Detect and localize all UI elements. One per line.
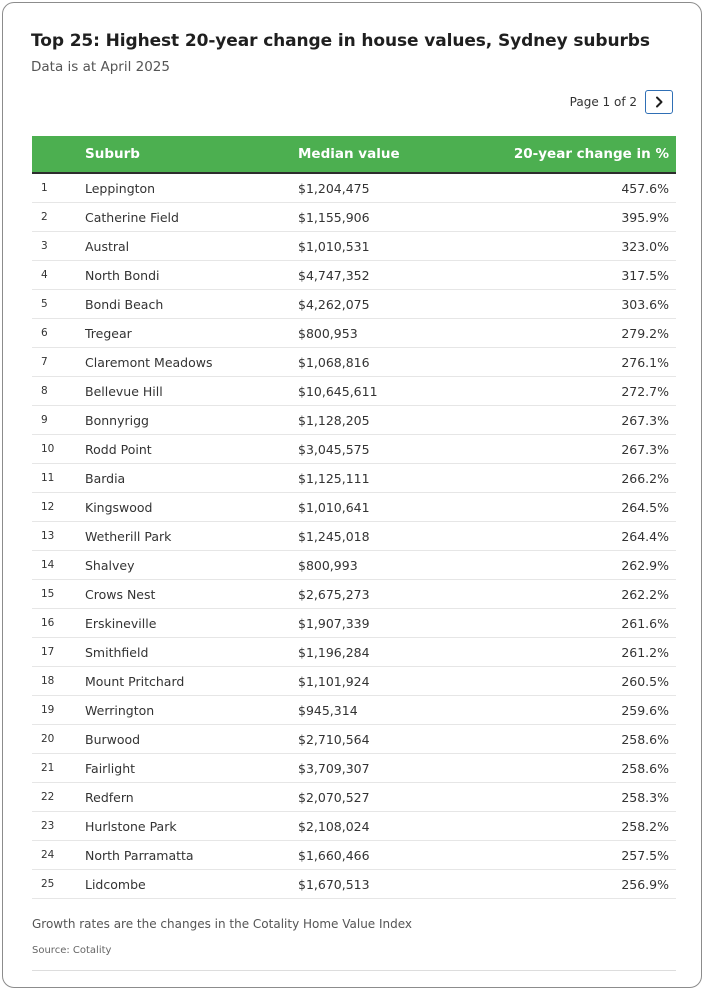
change-cell: 264.5%: [498, 493, 676, 522]
change-cell: 457.6%: [498, 173, 676, 203]
table-body: [32, 173, 676, 899]
suburb-cell: Mount Pritchard: [84, 667, 298, 696]
rank-cell: 2: [32, 203, 84, 232]
change-cell: 317.5%: [498, 261, 676, 290]
change-cell: 261.2%: [498, 638, 676, 667]
median-value-cell: $1,068,816: [298, 348, 498, 377]
table-row: [32, 319, 676, 348]
suburb-cell: Fairlight: [84, 754, 298, 783]
change-cell: 258.2%: [498, 812, 676, 841]
suburb-cell: Claremont Meadows: [84, 348, 298, 377]
suburb-cell: Tregear: [84, 319, 298, 348]
rank-cell: 6: [32, 319, 84, 348]
median-value-cell: $1,196,284: [298, 638, 498, 667]
median-value-cell: $10,645,611: [298, 377, 498, 406]
table-row: [32, 551, 676, 580]
change-cell: 267.3%: [498, 406, 676, 435]
table-row: [32, 638, 676, 667]
rank-cell: 23: [32, 812, 84, 841]
median-value-cell: $2,675,273: [298, 580, 498, 609]
median-value-cell: $3,709,307: [298, 754, 498, 783]
suburb-cell: Redfern: [84, 783, 298, 812]
column-header-suburb[interactable]: Suburb: [84, 136, 298, 173]
suburb-cell: Bonnyrigg: [84, 406, 298, 435]
median-value-cell: $1,155,906: [298, 203, 498, 232]
rank-cell: 3: [32, 232, 84, 261]
table-row: [32, 667, 676, 696]
change-cell: 279.2%: [498, 319, 676, 348]
rank-cell: 1: [32, 173, 84, 203]
suburb-cell: Kingswood: [84, 493, 298, 522]
rank-cell: 24: [32, 841, 84, 870]
rank-cell: 10: [32, 435, 84, 464]
suburb-cell: Bardia: [84, 464, 298, 493]
page-title: Top 25: Highest 20-year change in house values, Sydney suburbs: [31, 31, 650, 51]
table-row: [32, 232, 676, 261]
change-cell: 262.2%: [498, 580, 676, 609]
suburb-cell: Crows Nest: [84, 580, 298, 609]
table-row: [32, 609, 676, 638]
table-row: [32, 348, 676, 377]
change-cell: 276.1%: [498, 348, 676, 377]
suburb-cell: Catherine Field: [84, 203, 298, 232]
suburb-cell: Erskineville: [84, 609, 298, 638]
rank-cell: 20: [32, 725, 84, 754]
suburb-cell: Werrington: [84, 696, 298, 725]
table-row: [32, 580, 676, 609]
suburb-cell: Lidcombe: [84, 870, 298, 899]
change-cell: 323.0%: [498, 232, 676, 261]
suburb-cell: Austral: [84, 232, 298, 261]
table-row: [32, 435, 676, 464]
median-value-cell: $2,710,564: [298, 725, 498, 754]
table-row: [32, 754, 676, 783]
table-row: [32, 261, 676, 290]
change-cell: 257.5%: [498, 841, 676, 870]
table-row: [32, 290, 676, 319]
median-value-cell: $1,907,339: [298, 609, 498, 638]
rank-cell: 13: [32, 522, 84, 551]
suburb-cell: Smithfield: [84, 638, 298, 667]
suburb-cell: Bondi Beach: [84, 290, 298, 319]
rank-cell: 14: [32, 551, 84, 580]
page-indicator: Page 1 of 2: [569, 95, 637, 109]
column-header-rank[interactable]: [32, 136, 84, 173]
table-row: [32, 377, 676, 406]
pagination: [570, 89, 673, 115]
table-row: [32, 464, 676, 493]
change-cell: 259.6%: [498, 696, 676, 725]
median-value-cell: $800,993: [298, 551, 498, 580]
median-value-cell: $945,314: [298, 696, 498, 725]
median-value-cell: $1,101,924: [298, 667, 498, 696]
median-value-cell: $4,262,075: [298, 290, 498, 319]
median-value-cell: $1,010,531: [298, 232, 498, 261]
table-row: [32, 173, 676, 203]
table-row: [32, 870, 676, 899]
table-row: [32, 812, 676, 841]
table-row: [32, 841, 676, 870]
median-value-cell: $1,660,466: [298, 841, 498, 870]
median-value-cell: $1,125,111: [298, 464, 498, 493]
median-value-cell: $3,045,575: [298, 435, 498, 464]
change-cell: 260.5%: [498, 667, 676, 696]
page-subtitle: Data is at April 2025: [31, 59, 170, 75]
suburb-cell: Bellevue Hill: [84, 377, 298, 406]
median-value-cell: $4,747,352: [298, 261, 498, 290]
median-value-cell: $1,670,513: [298, 870, 498, 899]
rank-cell: 19: [32, 696, 84, 725]
median-value-cell: $800,953: [298, 319, 498, 348]
change-cell: 258.6%: [498, 754, 676, 783]
suburb-cell: Leppington: [84, 173, 298, 203]
change-cell: 261.6%: [498, 609, 676, 638]
table-row: [32, 522, 676, 551]
suburb-cell: Shalvey: [84, 551, 298, 580]
suburb-cell: Burwood: [84, 725, 298, 754]
rank-cell: 21: [32, 754, 84, 783]
rank-cell: 22: [32, 783, 84, 812]
median-value-cell: $2,070,527: [298, 783, 498, 812]
suburb-cell: Rodd Point: [84, 435, 298, 464]
rank-cell: 5: [32, 290, 84, 319]
table-row: [32, 725, 676, 754]
table-row: [32, 783, 676, 812]
rank-cell: 16: [32, 609, 84, 638]
change-cell: 258.3%: [498, 783, 676, 812]
rank-cell: 8: [32, 377, 84, 406]
median-value-cell: $1,245,018: [298, 522, 498, 551]
median-value-cell: $1,010,641: [298, 493, 498, 522]
divider: [32, 970, 676, 971]
suburb-cell: Wetherill Park: [84, 522, 298, 551]
rank-cell: 9: [32, 406, 84, 435]
chevron-right-icon: [654, 96, 664, 108]
rank-cell: 11: [32, 464, 84, 493]
suburb-cell: Hurlstone Park: [84, 812, 298, 841]
change-cell: 267.3%: [498, 435, 676, 464]
suburb-cell: North Parramatta: [84, 841, 298, 870]
table-header-row: [32, 136, 676, 173]
suburb-cell: North Bondi: [84, 261, 298, 290]
median-value-cell: $1,128,205: [298, 406, 498, 435]
table-row: [32, 696, 676, 725]
change-cell: 303.6%: [498, 290, 676, 319]
rank-cell: 4: [32, 261, 84, 290]
table-card: [2, 2, 702, 988]
change-cell: 266.2%: [498, 464, 676, 493]
column-header-change[interactable]: 20-year change in %: [498, 136, 676, 173]
table-row: [32, 493, 676, 522]
rank-cell: 12: [32, 493, 84, 522]
table-row: [32, 203, 676, 232]
median-value-cell: $2,108,024: [298, 812, 498, 841]
change-cell: 264.4%: [498, 522, 676, 551]
footnote: Growth rates are the changes in the Cotality Home Value Index: [32, 917, 413, 931]
change-cell: 262.9%: [498, 551, 676, 580]
column-header-median[interactable]: Median value: [298, 136, 498, 173]
next-page-button[interactable]: [645, 90, 673, 114]
rank-cell: 25: [32, 870, 84, 899]
source-note: Source: Cotality: [32, 945, 112, 956]
rank-cell: 15: [32, 580, 84, 609]
rank-cell: 18: [32, 667, 84, 696]
table-row: [32, 406, 676, 435]
change-cell: 395.9%: [498, 203, 676, 232]
change-cell: 272.7%: [498, 377, 676, 406]
change-cell: 258.6%: [498, 725, 676, 754]
data-table: [32, 136, 676, 899]
rank-cell: 7: [32, 348, 84, 377]
median-value-cell: $1,204,475: [298, 173, 498, 203]
change-cell: 256.9%: [498, 870, 676, 899]
rank-cell: 17: [32, 638, 84, 667]
